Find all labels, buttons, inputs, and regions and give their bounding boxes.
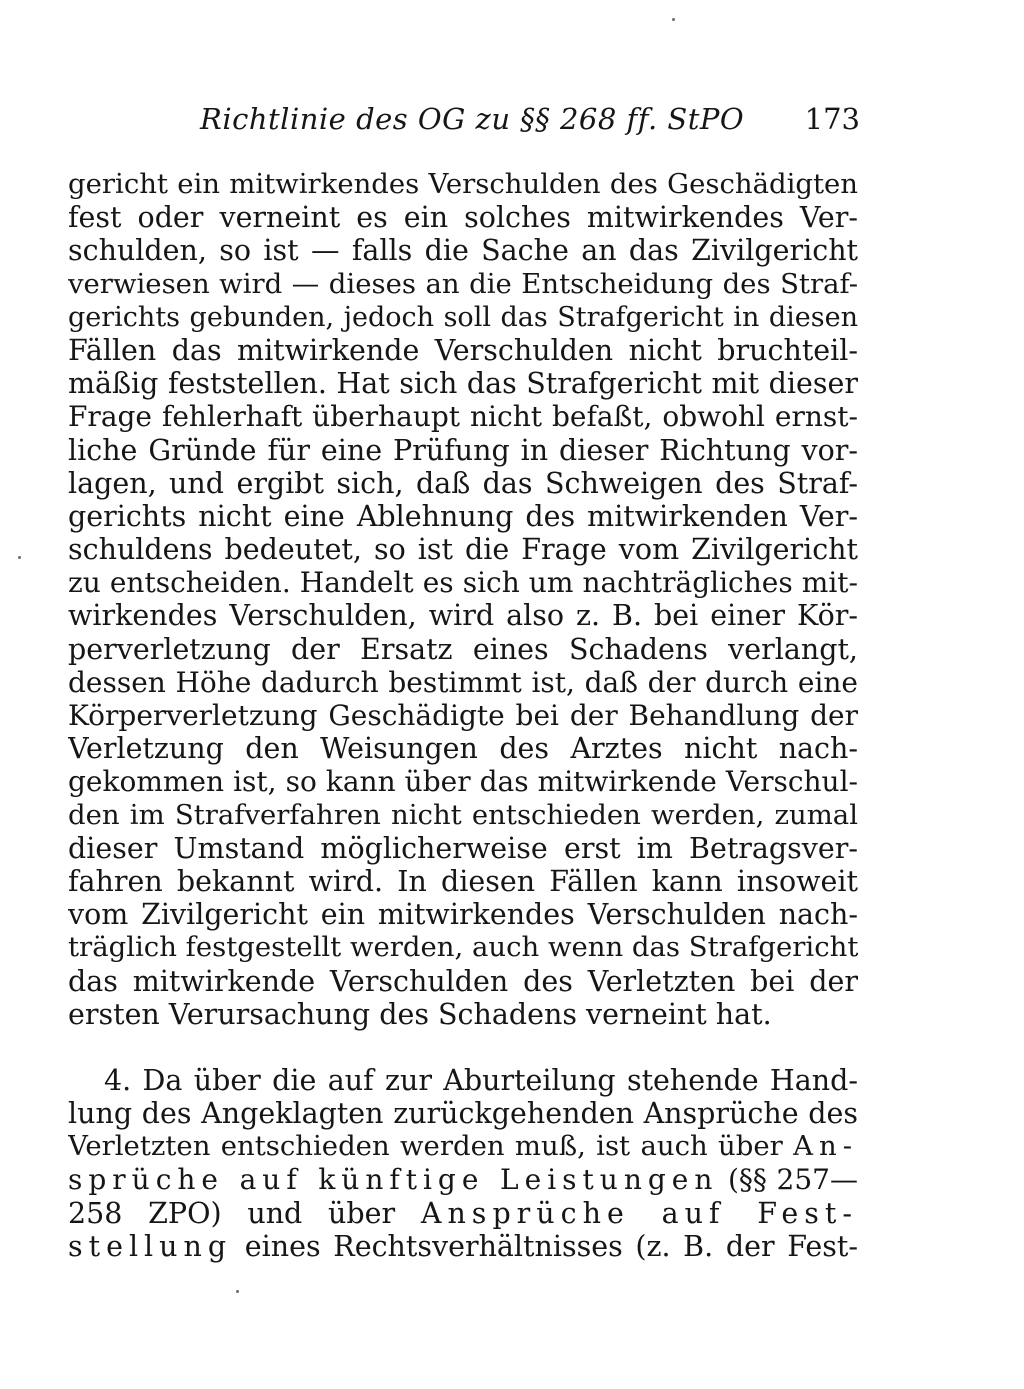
text-line: lung des Angeklagten zurückgehenden Ansprüche des: [68, 1097, 858, 1131]
text-line: fahren bekannt wird. In diesen Fällen kann insoweit: [68, 864, 858, 898]
scan-speck: [18, 556, 21, 559]
text-line: zu entscheiden. Handelt es sich um nachträgliches mit-: [68, 566, 858, 600]
text-segment: eines Rechtsverhältnisses (z. B. der Fest-: [244, 1229, 858, 1263]
text-line: [68, 1163, 858, 1196]
text-line: Frage fehlerhaft überhaupt nicht befaßt, obwohl ernst-: [68, 400, 858, 434]
spaced-text-segment: sprüche auf künftige Leistungen: [68, 1163, 719, 1197]
paragraph-2: [68, 1064, 858, 1263]
text-line: ersten Verursachung des Schadens verneint hat.: [68, 997, 772, 1031]
text-line: [68, 1197, 858, 1230]
running-head: Richtlinie des OG zu §§ 268 ff. StPO: [200, 102, 745, 136]
text-line: fest oder verneint es ein solches mitwirkendes Ver-: [68, 201, 858, 235]
text-line: gekommen ist, so kann über das mitwirkende Verschul-: [68, 765, 858, 799]
page-header: [190, 102, 860, 146]
paragraph-gap: [68, 1031, 858, 1064]
text-line: gerichts nicht eine Ablehnung des mitwirkenden Ver-: [68, 499, 858, 533]
spaced-text-segment: Ansprüche auf Fest-: [420, 1196, 858, 1230]
text-line: [68, 1230, 858, 1263]
text-line: Verletzung den Weisungen des Arztes nicht nach-: [68, 732, 858, 766]
text-line: dieser Umstand möglicherweise erst im Betragsver-: [68, 831, 858, 865]
scan-speck: [236, 1290, 239, 1293]
text-line: dessen Höhe dadurch bestimmt ist, daß der durch eine: [68, 665, 858, 699]
body-text: [68, 168, 858, 1263]
text-line: schuldens bedeutet, so ist die Frage vom Zivilgericht: [68, 533, 858, 567]
text-line: Körperverletzung Geschädigte bei der Behandlung der: [68, 699, 858, 732]
text-line: schulden, so ist — falls die Sache an das Zivilgericht: [68, 234, 858, 268]
text-line: liche Gründe für eine Prüfung in dieser Richtung vor-: [68, 433, 858, 467]
text-line: vom Zivilgericht ein mitwirkendes Verschulden nach-: [68, 898, 858, 932]
text-line: perverletzung der Ersatz eines Schadens verlangt,: [68, 632, 858, 666]
text-line: 4. Da über die auf zur Aburteilung stehende Hand-: [104, 1063, 858, 1097]
text-line: [68, 1130, 858, 1163]
paragraph-1: [68, 168, 858, 1031]
scan-speck: [672, 18, 675, 21]
text-segment: (§§ 257—: [728, 1163, 858, 1197]
text-line: mäßig feststellen. Hat sich das Strafgericht mit dieser: [68, 367, 858, 401]
page-number: 173: [804, 102, 860, 136]
text-line: gericht ein mitwirkendes Verschulden des Geschädigten: [68, 168, 858, 200]
text-line: verwiesen wird — dieses an die Entscheidung des Straf-: [68, 267, 858, 300]
text-line: träglich festgestellt werden, auch wenn das Strafgericht: [68, 931, 858, 964]
text-line: Fällen das mitwirkende Verschulden nicht bruchteil-: [68, 333, 858, 367]
text-line: wirkendes Verschulden, wird also z. B. bei einer Kör-: [68, 599, 858, 633]
spaced-text-segment: stellung: [68, 1229, 233, 1263]
text-line: das mitwirkende Verschulden des Verletzten bei der: [68, 964, 858, 998]
text-line: gerichts gebunden, jedoch soll das Strafgericht in diesen: [68, 301, 858, 333]
text-segment: Verletzten entschieden werden muß, ist auch über: [68, 1130, 783, 1163]
text-segment: 258 ZPO) und über: [68, 1196, 396, 1230]
text-line: lagen, und ergibt sich, daß das Schweigen des Straf-: [68, 466, 858, 500]
spaced-text-segment: An-: [793, 1130, 858, 1163]
text-line: den im Strafverfahren nicht entschieden werden, zumal: [68, 798, 858, 831]
